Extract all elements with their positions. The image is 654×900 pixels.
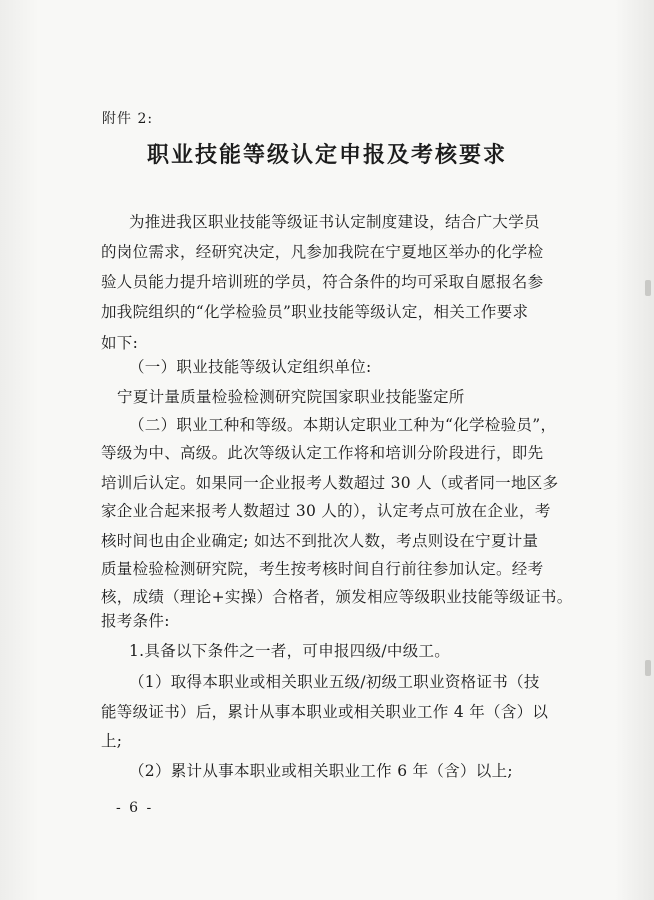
paragraph-line: 培训后认定。如果同一企业报考人数超过 30 人（或者同一地区多 — [101, 474, 559, 492]
paragraph-line: 核时间也由企业确定; 如达不到批次人数，考点则设在宁夏计量 — [101, 532, 539, 550]
paragraph-line: 报考条件: — [101, 612, 170, 630]
paragraph-line: 上; — [101, 732, 123, 750]
paragraph-line: 宁夏计量质量检验检测研究院国家职业技能鉴定所 — [117, 388, 465, 406]
section-heading: （一）职业技能等级认定组织单位: — [129, 358, 372, 376]
binding-hole — [645, 660, 651, 676]
attachment-label: 附件 2: — [102, 111, 154, 127]
paragraph-line: 验人员能力提升培训班的学员，符合条件的均可采取自愿报名参 — [101, 273, 544, 291]
paragraph-line: 质量检验检测研究院，考生按考核时间自行前往参加认定。经考 — [101, 560, 544, 578]
paragraph-line: 如下: — [101, 334, 139, 352]
binding-hole — [645, 280, 651, 296]
paragraph-line: 能等级证书）后，累计从事本职业或相关职业工作 4 年（含）以 — [101, 703, 549, 721]
paragraph-line: 的岗位需求，经研究决定，凡参加我院在宁夏地区举办的化学检 — [101, 243, 544, 261]
paragraph-line: 加我院组织的“化学检验员”职业技能等级认定，相关工作要求 — [101, 303, 529, 321]
section-heading: （二）职业工种和等级。本期认定职业工种为“化学检验员”， — [129, 416, 557, 434]
document-title: 职业技能等级认定申报及考核要求 — [146, 142, 507, 168]
list-item: 1.具备以下条件之一者，可申报四级/中级工。 — [129, 642, 451, 660]
list-item: （2）累计从事本职业或相关职业工作 6 年（含）以上; — [129, 762, 513, 780]
paragraph-line: 等级为中、高级。此次等级认定工作将和培训分阶段进行，即先 — [101, 444, 544, 462]
paragraph-line: 为推进我区职业技能等级证书认定制度建设，结合广大学员 — [129, 213, 540, 231]
list-item: （1）取得本职业或相关职业五级/初级工职业资格证书（技 — [129, 673, 540, 691]
paragraph-line: 核，成绩（理论+实操）合格者，颁发相应等级职业技能等级证书。 — [101, 588, 573, 606]
page-number: - 6 - — [116, 800, 154, 816]
paragraph-line: 家企业合起来报考人数超过 30 人的），认定考点可放在企业，考 — [101, 502, 551, 520]
